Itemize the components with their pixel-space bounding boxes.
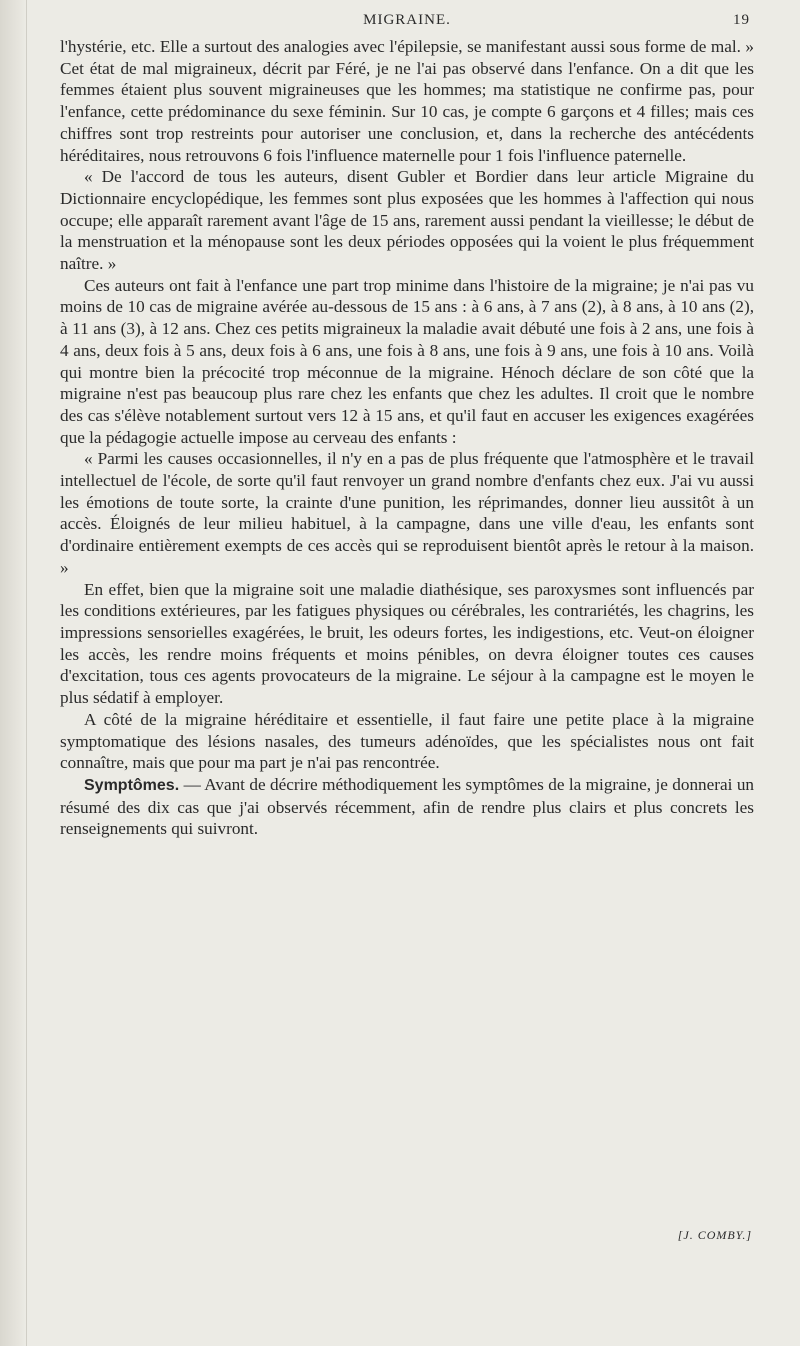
- paragraph-2: « De l'accord de tous les auteurs, disent Gubler et Bordier dans leur article Migraine du Dictionnaire encyclopédique, les femmes sont plus exposées que les hommes à l'affection qui nous occupe; elle apparaît rarement avant l'âge de 15 ans, rarement aussi pendant la vieillesse; le début de la menstruation et la ménopause sont les deux périodes opposées qui la voient le plus fréquemment naître. »: [60, 167, 754, 274]
- paragraph-4: « Parmi les causes occasionnelles, il n'y en a pas de plus fréquente que l'atmosphère et le travail intellectuel de l'école, de sorte qu'il faut renvoyer un grand nombre d'enfants chez eux. J'ai vu aussi les émotions de toute sorte, la crainte d'une punition, les réprimandes, donner lieu aussitôt à un accès. Éloignés de leur milieu habituel, à la campagne, dans une ville d'eau, les enfants sont d'ordinaire entièrement exempts de ces accès qui se reproduisent bientôt après le retour à la maison. »: [60, 449, 754, 577]
- running-head: [60, 10, 754, 36]
- paragraph-3: Ces auteurs ont fait à l'enfance une part trop minime dans l'histoire de la migraine; je n'ai pas vu moins de 10 cas de migraine avérée au-dessous de 15 ans : à 6 ans, à 7 ans (2), à 8 ans, à 10 ans (2), à 11 ans (3), à 12 ans. Chez ces petits migraineux la maladie avait débuté une fois à 2 ans, une fois à 4 ans, deux fois à 5 ans, deux fois à 6 ans, une fois à 8 ans, une fois à 9 ans, une fois à 10 ans. Voilà qui montre bien la précocité trop méconnue de la migraine. Hénoch déclare de son côté que la migraine n'est pas beaucoup plus rare chez les enfants que chez les adultes. Il croit que le nombre des cas s'élève notablement surtout vers 12 à 15 ans, et qu'il faut en accuser les exigences exagérées que la pédagogie actuelle impose au cerveau des enfants :: [60, 275, 754, 447]
- section-text: — Avant de décrire méthodiquement les symptômes de la migraine, je donnerai un résumé des dix cas que j'ai observés récemment, afin de rendre plus clairs et plus concrets les renseignements qui suivront.: [60, 774, 755, 839]
- body-text: [60, 36, 754, 840]
- page-number: 19: [733, 12, 750, 28]
- page-binding-edge: [0, 0, 27, 1346]
- running-title: MIGRAINE.: [363, 12, 451, 28]
- book-page: [60, 10, 754, 840]
- paragraph-5: En effet, bien que la migraine soit une maladie diathésique, ses paroxysmes sont influencés par les conditions extérieures, par les fatigues physiques ou cérébrales, les contrariétés, les chagrins, les impressions sensorielles exagérées, le bruit, les odeurs fortes, les indigestions, etc. Veut-on éloigner les accès, les rendre moins fréquents et moins pénibles, on devra éloigner toutes ces causes d'excitation, tous ces agents provocateurs de la migraine. Le séjour à la campagne est le moyen le plus sédatif à employer.: [60, 579, 754, 708]
- author-credit: [J. COMBY.]: [677, 1228, 752, 1242]
- section-paragraph: [60, 774, 754, 840]
- section-heading: Symptômes.: [84, 776, 180, 794]
- paragraph-1: l'hystérie, etc. Elle a surtout des analogies avec l'épilepsie, se manifestant aussi sous forme de mal. » Cet état de mal migraineux, décrit par Féré, je ne l'ai pas observé dans l'enfance. On a dit que les femmes étaient plus souvent migraineuses que les hommes; ma statistique ne confirme pas, pour l'enfance, cette prédominance du sexe féminin. Sur 10 cas, je compte 6 garçons et 4 filles; mais ces chiffres sont trop restreints pour autoriser une conclusion, et, dans la recherche des antécédents héréditaires, nous retrouvons 6 fois l'influence maternelle pour 1 fois l'influence paternelle.: [60, 37, 754, 165]
- paragraph-6: A côté de la migraine héréditaire et essentielle, il faut faire une petite place à la migraine symptomatique des lésions nasales, des tumeurs adénoïdes, que les spécialistes nous ont fait connaître, mais que pour ma part je n'ai pas rencontrée.: [60, 709, 754, 773]
